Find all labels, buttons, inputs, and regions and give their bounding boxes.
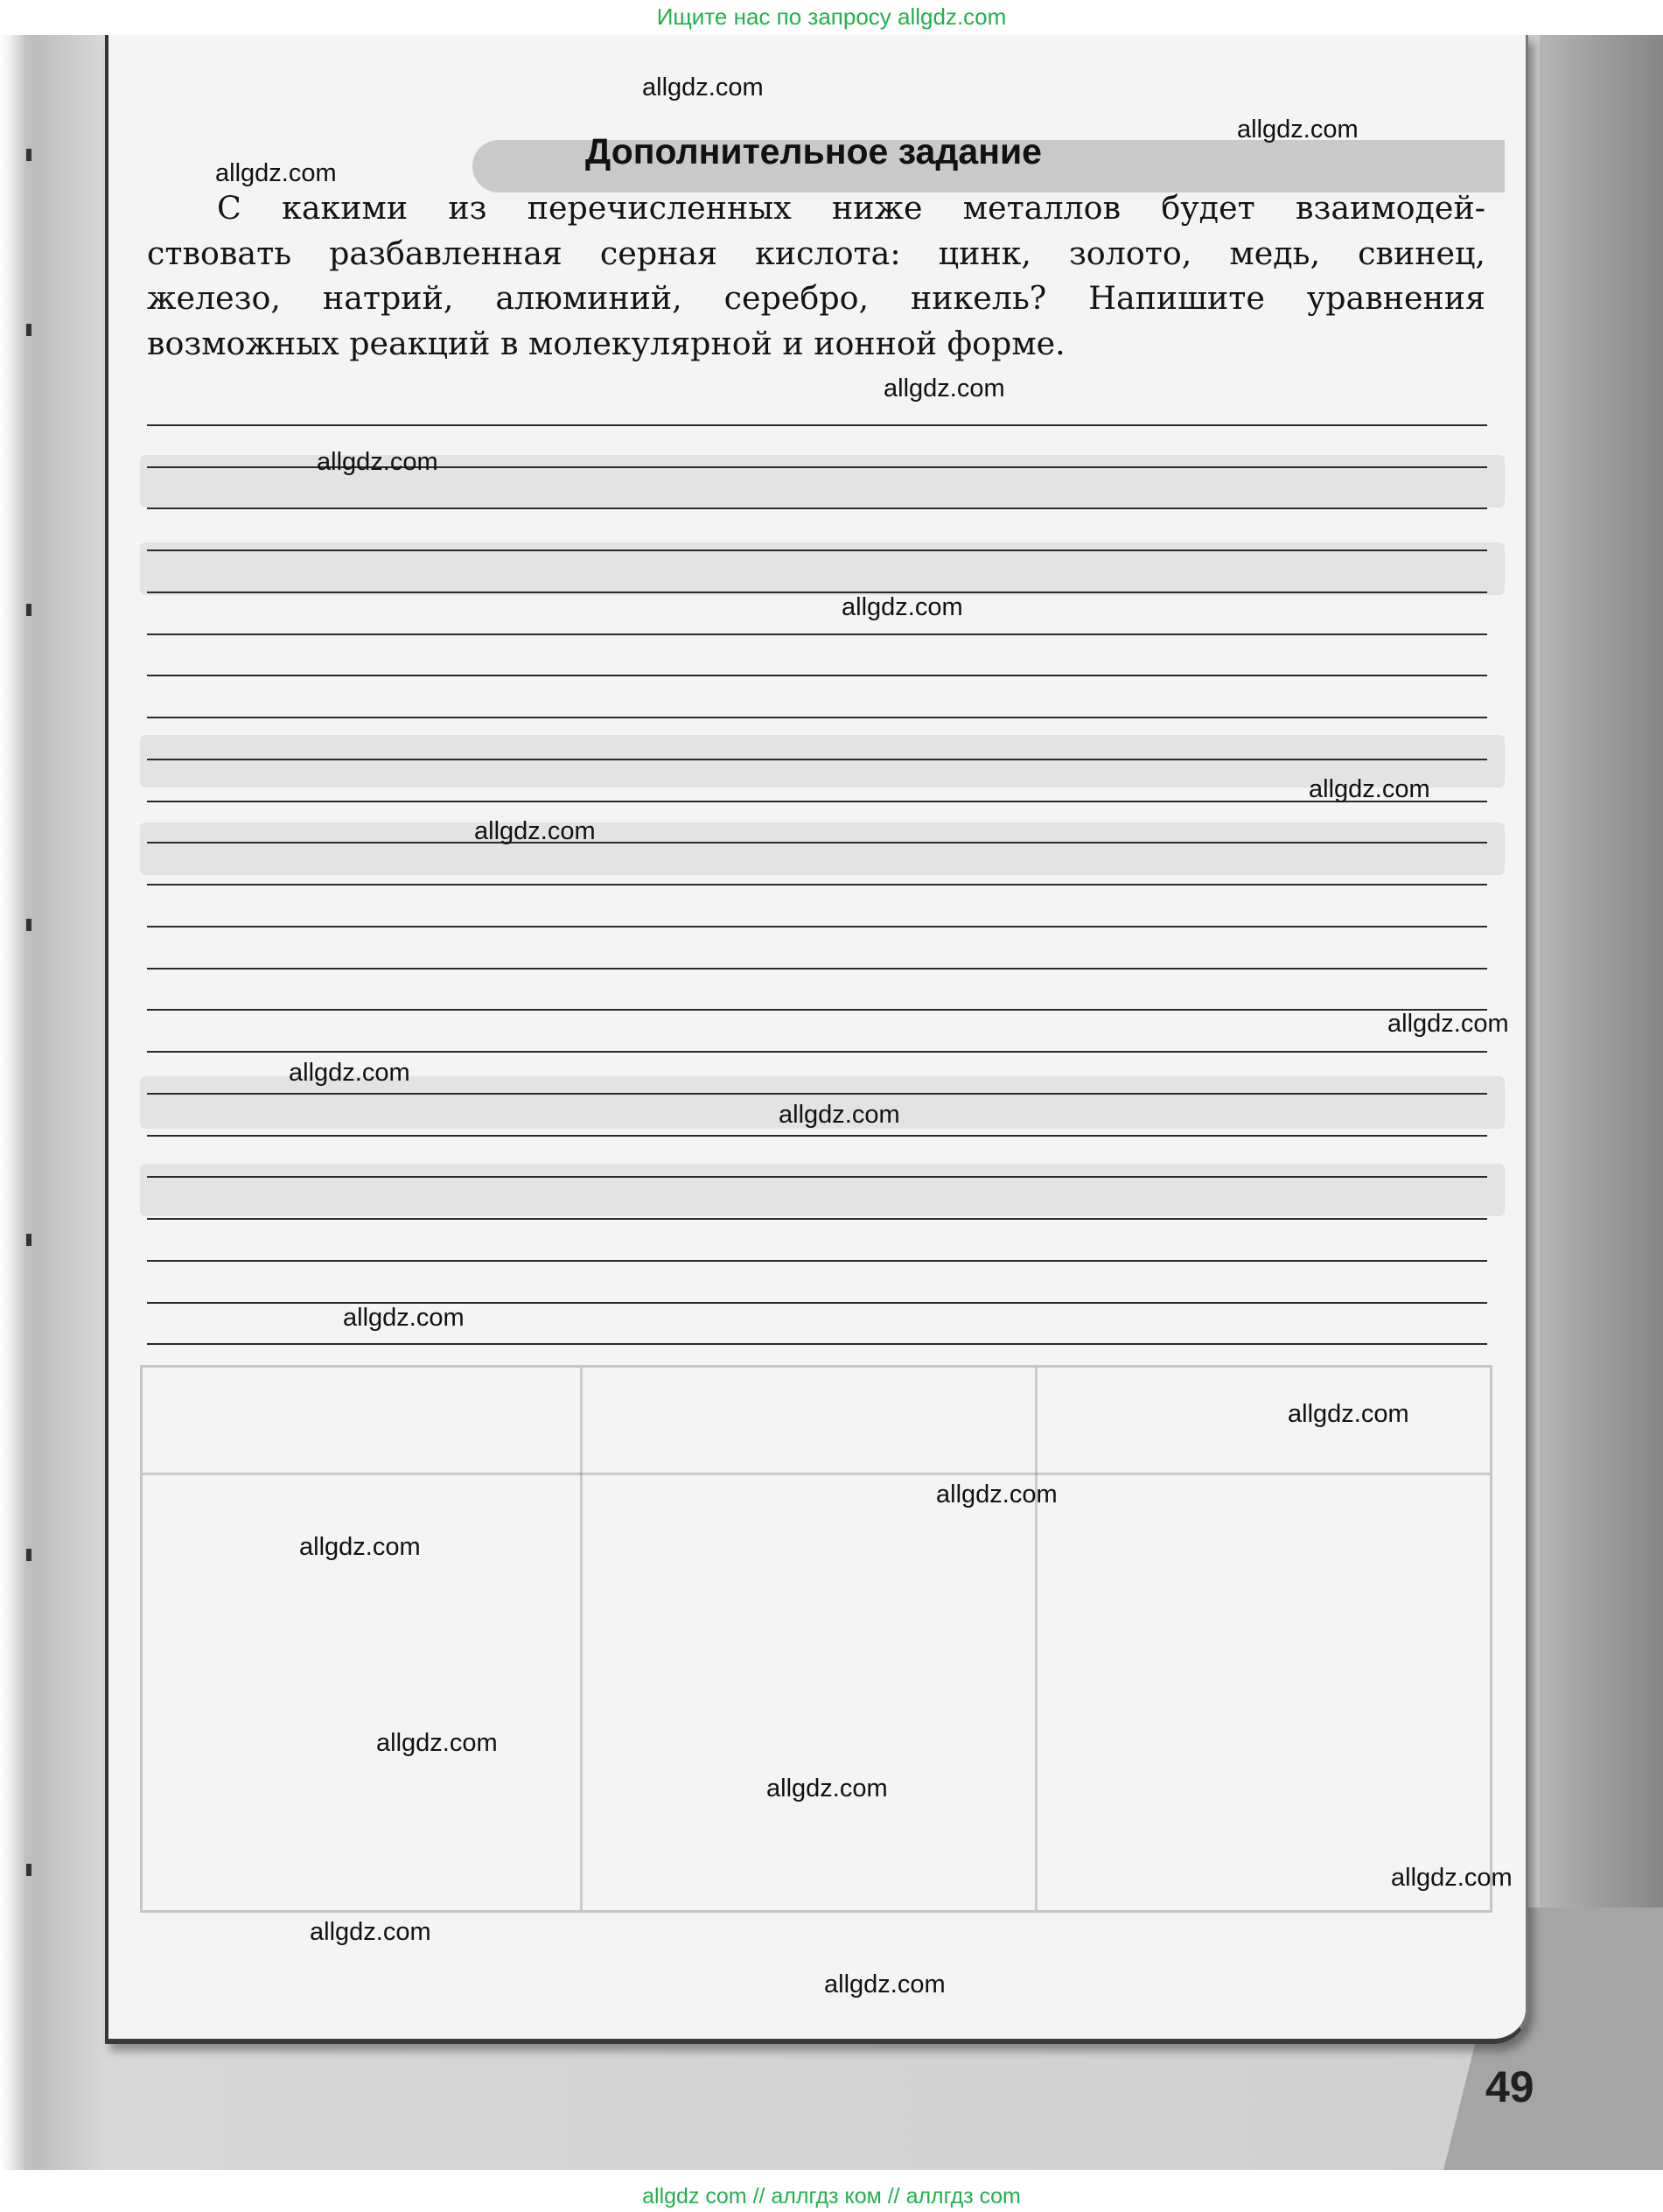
watermark: allgdz.com (1288, 1400, 1409, 1428)
answer-line[interactable] (147, 1343, 1487, 1345)
bleed-through-table-col (580, 1368, 583, 1910)
answer-line[interactable] (147, 675, 1487, 676)
task-text (147, 186, 1485, 366)
top-banner[interactable]: Ищите нас по запросу allgdz.com (656, 4, 1007, 30)
answer-line[interactable] (147, 1176, 1487, 1178)
watermark: allgdz.com (1391, 1864, 1513, 1892)
answer-line[interactable] (147, 634, 1487, 635)
scan-mark (26, 1234, 31, 1246)
page-left-edge (0, 35, 24, 2170)
answer-line[interactable] (147, 424, 1487, 426)
watermark: allgdz.com (884, 374, 1005, 402)
watermark: allgdz.com (289, 1059, 410, 1087)
bleed-through-table-row (143, 1473, 1490, 1475)
scan-mark (26, 1549, 31, 1561)
watermark: allgdz.com (1387, 1010, 1509, 1038)
watermark: allgdz.com (842, 593, 963, 621)
scan-mark (26, 604, 31, 616)
watermark: allgdz.com (474, 817, 596, 845)
scan-mark (26, 324, 31, 336)
task-title: Дополнительное задание (585, 131, 1042, 172)
task-text-line: возможных реакций в молекулярной и ионной форме. (147, 324, 1066, 362)
answer-line[interactable] (147, 1051, 1487, 1053)
answer-line[interactable] (147, 1218, 1487, 1220)
watermark: allgdz.com (343, 1304, 465, 1332)
watermark: allgdz.com (1309, 775, 1430, 803)
answer-line[interactable] (147, 508, 1487, 509)
answer-line[interactable] (147, 1009, 1487, 1011)
watermark: allgdz.com (779, 1101, 900, 1129)
watermark: allgdz.com (936, 1480, 1058, 1508)
watermark: allgdz.com (317, 448, 438, 476)
watermark: allgdz.com (299, 1533, 421, 1561)
task-text-line: ствовать разбавленная серная кислота: цинк, золото, медь, свинец, (147, 234, 1485, 272)
watermark: allgdz.com (642, 74, 764, 102)
answer-line[interactable] (147, 1260, 1487, 1262)
watermark: allgdz.com (310, 1918, 431, 1946)
bleed-through-table (140, 1365, 1492, 1913)
task-text-line: С какими из перечисленных ниже металлов будет взаимодей- (217, 189, 1485, 227)
task-text-line: железо, натрий, алюминий, серебро, никель? Напишите уравнения (147, 279, 1485, 317)
scan-mark (26, 919, 31, 931)
answer-line[interactable] (147, 801, 1487, 802)
watermark: allgdz.com (376, 1729, 498, 1757)
bleed-through-text (140, 735, 1505, 788)
watermark: allgdz.com (824, 1970, 946, 1998)
answer-line[interactable] (147, 717, 1487, 718)
watermark: allgdz.com (1237, 116, 1359, 144)
bleed-through-text (140, 1164, 1505, 1216)
scan-mark (26, 1864, 31, 1876)
watermark: allgdz.com (215, 159, 337, 187)
bleed-through-text (140, 822, 1505, 875)
answer-line[interactable] (147, 884, 1487, 886)
answer-line[interactable] (147, 759, 1487, 760)
answer-line[interactable] (147, 1135, 1487, 1137)
answer-line[interactable] (147, 592, 1487, 593)
answer-line[interactable] (147, 842, 1487, 844)
answer-line[interactable] (147, 926, 1487, 928)
bottom-footer[interactable]: allgdz com // аллгдз ком // аллгдз com (0, 2180, 1663, 2212)
bleed-through-table-col (1035, 1368, 1038, 1910)
scan-mark (26, 149, 31, 161)
answer-line[interactable] (147, 968, 1487, 970)
answer-line[interactable] (147, 550, 1487, 551)
watermark: allgdz.com (766, 1774, 888, 1802)
page-right-shadow (1540, 35, 1663, 2170)
page-number: 49 (1485, 2062, 1534, 2111)
answer-line[interactable] (147, 1093, 1487, 1095)
